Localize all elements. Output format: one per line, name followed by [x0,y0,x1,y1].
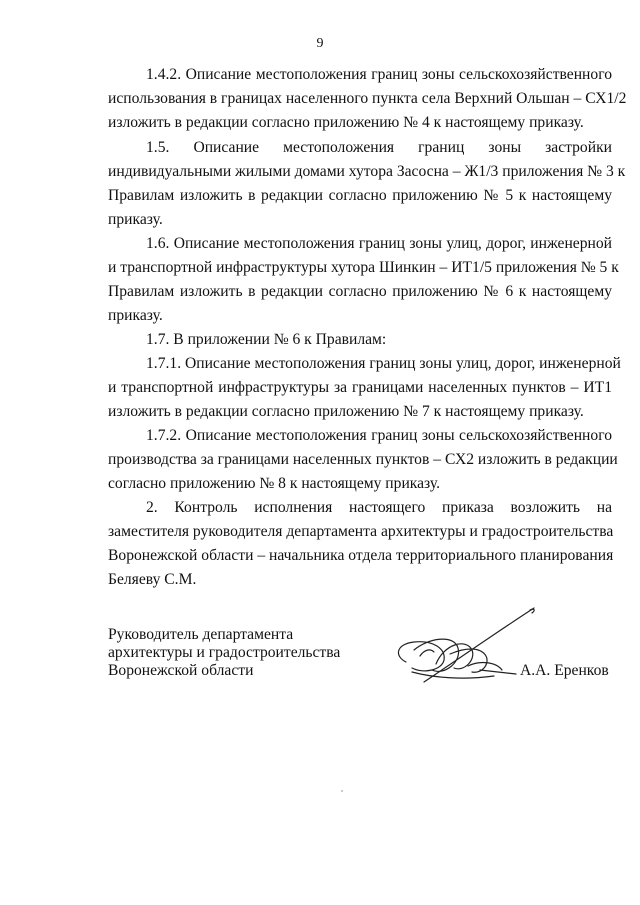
paragraph-2-line-3: Воронежской области – начальника отдела территориального планирования [108,547,614,564]
paragraph-1-7-1-line-2: и транспортной инфраструктуры за границами населенных пунктов – ИТ1 [108,379,612,396]
paragraph-1-7-2-line-1: 1.7.2. Описание местоположения границ зоны сельскохозяйственного [146,427,612,444]
signatory-position-line: Руководитель департамента [108,626,294,643]
paragraph-1-7-1-line-3: изложить в редакции согласно приложению № 7 к настоящему приказу. [108,403,584,420]
paragraph-2-line-1: 2. Контроль исполнения настоящего приказа возложить на [146,499,612,516]
signatory-position [108,626,340,680]
paragraph-1-4-2-line-3: изложить в редакции согласно приложению № 4 к настоящему приказу. [108,114,584,131]
paragraph-1-7-2-line-3: согласно приложению № 8 к настоящему приказу. [108,475,441,492]
paragraph-1-6-line-3: Правилам изложить в редакции согласно приложению № 6 к настоящему [108,283,612,300]
handwritten-signature [384,604,544,694]
paragraph-2-line-4: Беляеву С.М. [108,571,197,588]
signatory-position-line: Воронежской области [108,662,254,679]
paragraph-1-4-2-line-1: 1.4.2. Описание местоположения границ зоны сельскохозяйственного [146,66,612,83]
paragraph-1-5-line-1: 1.5. Описание местоположения границ зоны застройки [146,139,612,156]
scan-speck [341,790,343,792]
paragraph-1-7-2-line-2: производства за границами населенных пунктов – СХ2 изложить в редакции [108,451,618,468]
paragraph-1-5-line-2: индивидуальными жилыми домами хутора Засосна – Ж1/3 приложения № 3 к [108,163,626,180]
paragraph-1-6-line-4: приказу. [108,307,163,324]
signatory-position-line: архитектуры и градостроительства [108,644,341,661]
paragraph-2-line-2: заместителя руководителя департамента архитектуры и градостроительства [108,523,614,540]
paragraph-1-7-line-1: 1.7. В приложении № 6 к Правилам: [146,331,387,348]
paragraph-1-6-line-1: 1.6. Описание местоположения границ зоны улиц, дорог, инженерной [146,235,612,252]
paragraph-1-7-1-line-1: 1.7.1. Описание местоположения границ зоны улиц, дорог, инженерной [146,355,621,372]
signer-name: А.А. Еренков [520,662,609,679]
paragraph-1-6-line-2: и транспортной инфраструктуры хутора Шинкин – ИТ1/5 приложения № 5 к [108,259,619,276]
paragraph-1-5-line-3: Правилам изложить в редакции согласно приложению № 5 к настоящему [108,187,612,204]
paragraph-1-4-2-line-2: использования в границах населенного пункта села Верхний Ольшан – СХ1/2 [108,90,627,107]
page-number: 9 [316,36,324,51]
paragraph-1-5-line-4: приказу. [108,211,163,228]
